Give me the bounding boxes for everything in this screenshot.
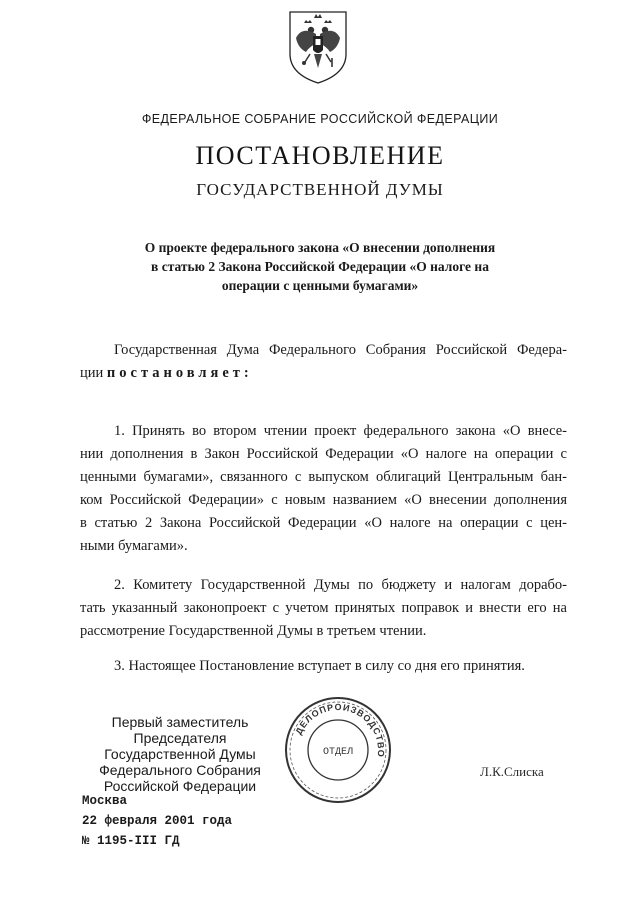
document-issuer-subtitle: ГОСУДАРСТВЕННОЙ ДУМЫ [196, 180, 444, 199]
item-line: тать указанный законопроект с учетом принятых поправок и внести его на [80, 600, 567, 616]
signatory-title-line: Федерального Собрания [99, 762, 261, 778]
official-round-stamp-icon [282, 694, 394, 806]
document-number: № 1195-III ГД [82, 834, 180, 848]
parliament-name: ФЕДЕРАЛЬНОЕ СОБРАНИЕ РОССИЙСКОЙ ФЕДЕРАЦИИ [141, 112, 499, 126]
document-footer [82, 791, 232, 851]
resolution-intro [80, 339, 567, 385]
item-line: 2. Комитету Государственной Думы по бюджету и налогам дорабо- [114, 577, 567, 593]
signatory-title-line: Первый заместитель [111, 714, 249, 730]
item-line: нии дополнения в Закон Российской Федерации «О налоге на операции с [80, 446, 567, 462]
russian-coat-of-arms-icon [286, 8, 350, 86]
resolution-item-1 [80, 420, 567, 558]
intro-line [80, 362, 567, 385]
stamp-center-text: ОТДЕЛ [322, 747, 354, 758]
subject-line: в статью 2 Закона Российской Федерации «О налоге на [151, 259, 489, 274]
subject-line: О проекте федерального закона «О внесении дополнения [144, 240, 496, 255]
signatory-name: Л.К.Слиска [480, 764, 544, 779]
signatory-title-line: Российской Федерации [103, 778, 257, 794]
signatory-title-line: Председателя Государственной Думы [104, 730, 256, 762]
resolves-keyword: постановляет: [106, 365, 253, 381]
item-line: ком Российской Федерации» с новым названием «О внесении дополнения [80, 492, 567, 508]
item-line: в статью 2 Закона Российской Федерации «О налоге на операции с цен- [80, 515, 567, 531]
issue-city: Москва [82, 794, 128, 808]
intro-line-prefix: ции [80, 365, 107, 381]
resolution-item-2 [80, 574, 567, 643]
item-line: ценными бумагами», связанного с выпуском облигаций Центральным бан- [80, 469, 567, 485]
document-type-title: ПОСТАНОВЛЕНИЕ [195, 141, 445, 170]
signatory-position [80, 714, 280, 794]
resolution-item-3 [80, 655, 567, 678]
document-subject [0, 238, 640, 295]
stamp-ring-text: ДЕЛОПРОИЗВОДСТВО [293, 701, 387, 759]
item-line: ными бумагами». [80, 538, 188, 554]
subject-line: операции с ценными бумагами» [221, 278, 419, 293]
issue-date: 22 февраля 2001 года [82, 814, 233, 828]
item-line: 1. Принять во втором чтении проект федерального закона «О внесе- [114, 423, 567, 439]
item-line: рассмотрение Государственной Думы в третьем чтении. [80, 623, 427, 639]
item-line: 3. Настоящее Постановление вступает в силу со дня его принятия. [114, 658, 525, 674]
intro-line: Государственная Дума Федерального Собрания Российской Федера- [114, 342, 567, 358]
